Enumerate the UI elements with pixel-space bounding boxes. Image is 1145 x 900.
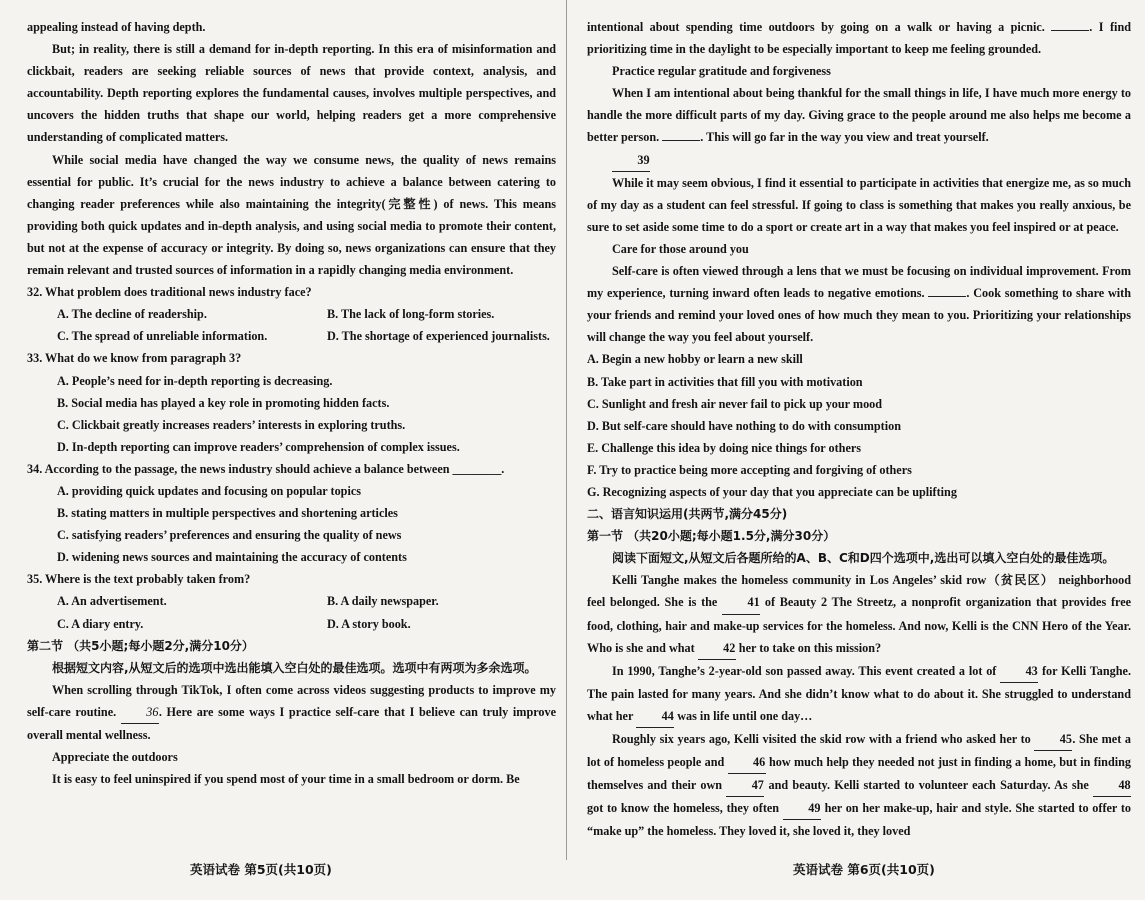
option-item: D. But self-care should have nothing to do with consumption (587, 418, 901, 433)
question-stem: 32. What problem does traditional news industry face? (27, 285, 312, 300)
paragraph: It is easy to feel uninspired if you spend most of your time in a small bedroom or dorm. Be (52, 772, 520, 787)
option-a: A. People’s need for in-depth reporting is decreasing. (57, 373, 333, 388)
question-35 (27, 568, 556, 634)
paragraph: When scrolling through TikTok, I often come across videos suggesting products to improve my self-care routine. 36. Here are some ways I practice self-care that I believe can truly improve overall mental wellness. (27, 682, 557, 742)
paragraph: When I am intentional about being thankful for the small things in life, I have much more energy to handle the more difficult parts of my day. Giving grace to the people around me also helps me become a better person. . This will go far in the way you view and treat yourself. (587, 86, 1131, 145)
paragraph: While social media have changed the way we consume news, the quality of news remains essential for public. It’s crucial for the news industry to achieve a balance between catering to changing reader preferences while also maintaining the integrity(完整性) of news. This means providing both quick updates and in-depth analysis, and using social media to promote their content, but not at the expense of accuracy or integrity. By doing so, news organizations can ensure that they remain relevant and trusted sources of information in a rapidly changing media environment. (27, 152, 556, 278)
option-d: D. The shortage of experienced journalists. (327, 329, 550, 344)
paragraph: Roughly six years ago, Kelli visited the skid row with a friend who asked her to 45. She met a lot of homeless people and 46 how much help they needed not just in finding a home, but in finding themselves and their own 47 and beauty. Kelli started to volunteer each Saturday. As she 48 got to know the homeless, they often 49 her on her make-up, hair and style. She started to offer to “make up” the homeless. They loved it, she loved it, they loved (587, 728, 1131, 842)
option-item: F. Try to practice being more accepting and forgiving of others (587, 462, 912, 477)
answer-blank-39: 39 (612, 149, 650, 172)
paragraph: While it may seem obvious, I find it essential to participate in activities that energize me, as so much of my day as a student can feel stressful. If going to class is something that makes you really anxious, be sure to set aside some time to do a sport or create art in a way that makes you feel inspired or at peace. (587, 175, 1131, 234)
options-row (27, 303, 556, 325)
paragraph: Self-care is often viewed through a lens that we must be focusing on individual improvement. From my experience, turning inward often leads to negative emotions. . Cook something to share with your friends and remind your loved ones of how much they mean to you. Prioritizing your relationships will change the way you feel about yourself. (587, 264, 1131, 345)
answer-blank-36: 36 (121, 701, 159, 724)
option-d: D. widening news sources and maintaining the accuracy of contents (57, 550, 407, 565)
section-title: 第二节 （共5小题;每小题2分,满分10分） (27, 638, 254, 653)
option-item: B. Take part in activities that fill you with motivation (587, 374, 863, 389)
option-c: C. Clickbait greatly increases readers’ interests in exploring truths. (57, 417, 406, 432)
answer-blank-45: 45 (1034, 728, 1072, 751)
page-footer-left: 英语试卷 第5页(共10页) (190, 862, 332, 877)
answer-blank-38 (662, 140, 700, 141)
option-list (587, 348, 1131, 503)
option-item: G. Recognizing aspects of your day that you appreciate can be uplifting (587, 484, 957, 499)
subheading: Practice regular gratitude and forgiveness (612, 64, 831, 79)
option-b: B. A daily newspaper. (327, 594, 439, 609)
option-item: E. Challenge this idea by doing nice things for others (587, 440, 862, 455)
page-divider (566, 0, 567, 860)
question-32 (27, 281, 556, 347)
question-stem: 35. Where is the text probably taken from? (27, 572, 251, 587)
paragraph: But; in reality, there is still a demand for in-depth reporting. In this era of misinformation and clickbait, readers are seeking reliable sources of news that provide context, analysis, and accountability. Depth reporting explores the fundamental causes, involves multiple perspectives, and uncovers the hidden truths that shape our world, helping readers get a more comprehensive understanding of complicated matters. (27, 42, 556, 145)
option-b: B. Social media has played a key role in promoting hidden facts. (57, 395, 390, 410)
paragraph: intentional about spending time outdoors by going on a walk or having a picnic. . I find prioritizing time in the daylight to be especially important to keep me feeling grounded. (587, 20, 1131, 57)
options-row (27, 325, 556, 347)
options-row (27, 590, 556, 612)
option-c: C. A diary entry. (57, 616, 144, 631)
answer-blank-43: 43 (1000, 660, 1038, 683)
option-item: A. Begin a new hobby or learn a new skill (587, 352, 803, 367)
answer-blank-42: 42 (698, 637, 736, 660)
paragraph: Kelli Tanghe makes the homeless community in Los Angeles’ skid row（贫民区） neighborhood feel belonged. She is the 41 of Beauty 2 The Streetz, a nonprofit organization that provides free food, clothing, hair and make-up services for the homeless. And now, Kelli is the CNN Hero of the Year. Who is she and what 42 her to take on this mission? (587, 569, 1131, 659)
blank-heading (587, 149, 1131, 172)
question-stem: 34. According to the passage, the news industry should achieve a balance between ________. (27, 461, 505, 476)
page-footer-right: 英语试卷 第6页(共10页) (793, 862, 935, 877)
answer-blank-47: 47 (726, 774, 764, 797)
option-b: B. stating matters in multiple perspectives and shortening articles (57, 506, 398, 521)
option-item: C. Sunlight and fresh air never fail to pick up your mood (587, 396, 883, 411)
question-33 (27, 347, 556, 457)
options-row (27, 613, 556, 635)
option-a: A. The decline of readership. (57, 307, 207, 322)
right-page (573, 0, 1145, 900)
subheading: Appreciate the outdoors (52, 750, 178, 765)
question-34 (27, 458, 556, 568)
answer-blank-48: 48 (1093, 774, 1131, 797)
answer-blank-49: 49 (783, 797, 821, 820)
paragraph: appealing instead of having depth. (27, 20, 206, 34)
option-d: D. In-depth reporting can improve readers’ comprehension of complex issues. (57, 439, 460, 454)
paragraph: In 1990, Tanghe’s 2-year-old son passed away. This event created a lot of 43 for Kelli Tanghe. The pain lasted for many years. And she didn’t know what to do about it. She struggled to understand what her 44 was in life until one day… (587, 660, 1131, 728)
option-b: B. The lack of long-form stories. (327, 307, 495, 322)
answer-blank-40 (928, 296, 966, 297)
answer-blank-37 (1051, 30, 1089, 31)
subheading: Care for those around you (612, 241, 749, 256)
option-c: C. The spread of unreliable information. (57, 329, 268, 344)
option-a: A. providing quick updates and focusing on popular topics (57, 483, 361, 498)
answer-blank-41: 41 (722, 591, 760, 614)
section-instructions: 根据短文内容,从短文后的选项中选出能填入空白处的最佳选项。选项中有两项为多余选项。 (52, 660, 537, 675)
option-c: C. satisfying readers’ preferences and ensuring the quality of news (57, 528, 402, 543)
left-page (0, 0, 564, 900)
option-a: A. An advertisement. (57, 594, 167, 609)
question-stem: 33. What do we know from paragraph 3? (27, 351, 242, 366)
option-d: D. A story book. (327, 616, 411, 631)
section-title: 第一节 （共20小题;每小题1.5分,满分30分） (587, 529, 836, 544)
answer-blank-44: 44 (636, 705, 674, 728)
part-title: 二、语言知识运用(共两节,满分45分) (587, 507, 788, 522)
section-instructions: 阅读下面短文,从短文后各题所给的A、B、C和D四个选项中,选出可以填入空白处的最佳选项。 (612, 551, 1115, 566)
answer-blank-46: 46 (728, 751, 766, 774)
